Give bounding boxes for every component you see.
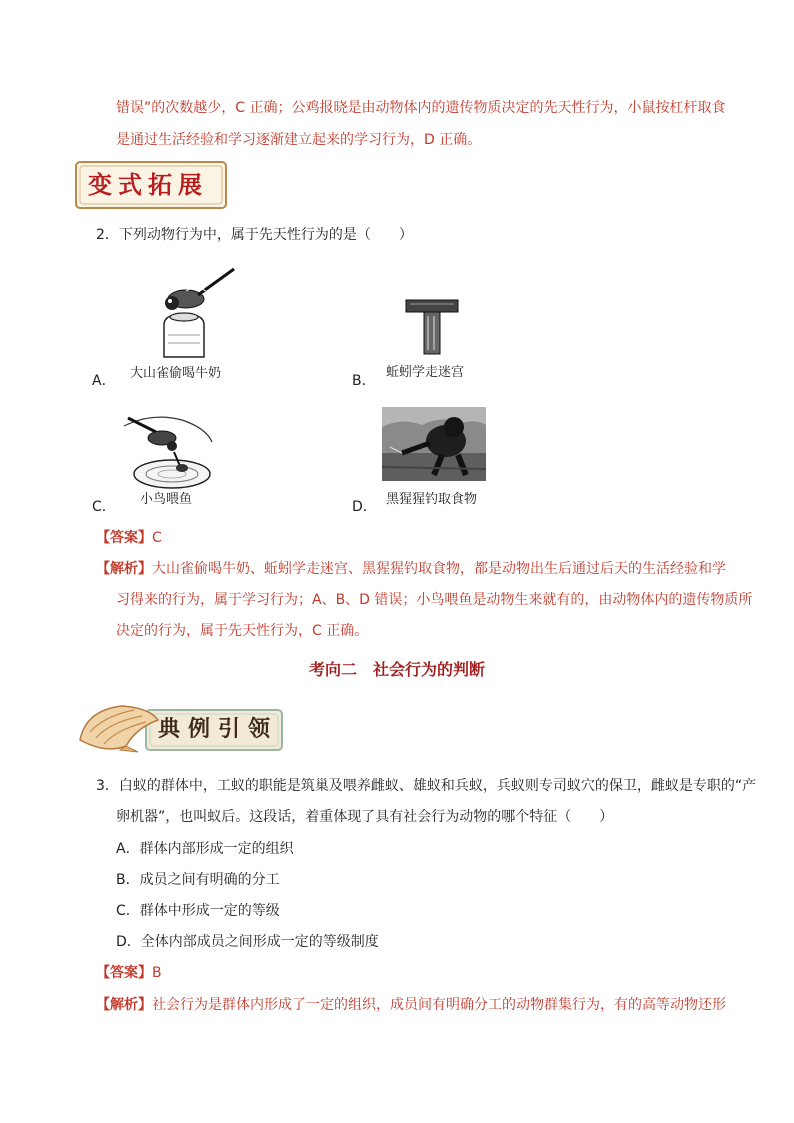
analysis-label: 【解析】 xyxy=(96,561,152,577)
q3-stem-line-1: 3．白蚁的群体中，工蚁的职能是筑巢及喂养雌蚁、雄蚁和兵蚁，兵蚁则专司蚁穴的保卫，雌蚁是专职的“产 xyxy=(96,778,757,794)
seashell-icon xyxy=(76,700,160,756)
q2-option-b-caption: 蚯蚓学走迷宫 xyxy=(386,365,465,380)
answer-value: C xyxy=(152,530,162,546)
earthworm-maze-icon xyxy=(402,298,462,356)
banner-title: 典例引领 xyxy=(158,716,279,742)
intro-line-1: 错误”的次数越少，C 正确；公鸡报晓是由动物体内的遗传物质决定的先天性行为，小鼠按杠杆取食 xyxy=(116,100,726,116)
q2-option-a-caption: 大山雀偷喝牛奶 xyxy=(130,366,222,381)
q2-option-c-caption: 小鸟喂鱼 xyxy=(140,492,193,507)
q2-answer xyxy=(96,528,162,548)
banner-title: 变式拓展 xyxy=(88,170,208,199)
intro-line-2: 是通过生活经验和学习逐渐建立起来的学习行为，D 正确。 xyxy=(116,132,482,148)
q2-analysis-line-3: 决定的行为，属于先天性行为，C 正确。 xyxy=(116,623,369,639)
q2-option-a-letter: A． xyxy=(92,373,116,389)
bird-feeding-fish-icon xyxy=(122,412,214,492)
analysis-text: 大山雀偷喝牛奶、蚯蚓学走迷宫、黑猩猩钓取食物，都是动物出生后通过后天的生活经验和学 xyxy=(152,561,726,577)
answer-label: 【答案】 xyxy=(96,530,152,546)
q2-option-b-letter: B． xyxy=(352,373,376,389)
q3-option-c: C．群体中形成一定的等级 xyxy=(116,903,280,919)
q3-option-d: D．全体内部成员之间形成一定的等级制度 xyxy=(116,934,379,950)
bird-milk-bottle-icon xyxy=(146,265,238,360)
chimpanzee-fishing-icon xyxy=(382,407,486,481)
answer-value: B xyxy=(152,965,162,981)
analysis-text: 社会行为是群体内形成了一定的组织，成员间有明确分工的动物群集行为，有的高等动物还形 xyxy=(152,997,726,1013)
analysis-label: 【解析】 xyxy=(96,997,152,1013)
q2-option-d-letter: D． xyxy=(352,499,377,515)
q2-option-c-letter: C． xyxy=(92,499,116,515)
q3-analysis-line-1 xyxy=(96,995,726,1015)
q3-option-b: B．成员之间有明确的分工 xyxy=(116,872,280,888)
q3-stem-line-2: 卵机器”，也叫蚁后。这段话，着重体现了具有社会行为动物的哪个特征（ ） xyxy=(116,809,614,825)
answer-label: 【答案】 xyxy=(96,965,152,981)
q2-stem: 2．下列动物行为中，属于先天性行为的是（ ） xyxy=(96,227,413,243)
section-title: 考向二 社会行为的判断 xyxy=(308,660,485,679)
variant-expansion-banner xyxy=(74,160,228,210)
q3-answer xyxy=(96,963,162,983)
typical-example-banner xyxy=(76,700,286,756)
q3-option-a: A．群体内部形成一定的组织 xyxy=(116,841,294,857)
q2-analysis-line-2: 习得来的行为，属于学习行为；A、B、D 错误；小鸟喂鱼是动物生来就有的，由动物体内的遗传物质所 xyxy=(116,592,753,608)
q2-analysis-line-1 xyxy=(96,559,726,579)
q2-option-d-caption: 黑猩猩钓取食物 xyxy=(386,492,478,507)
